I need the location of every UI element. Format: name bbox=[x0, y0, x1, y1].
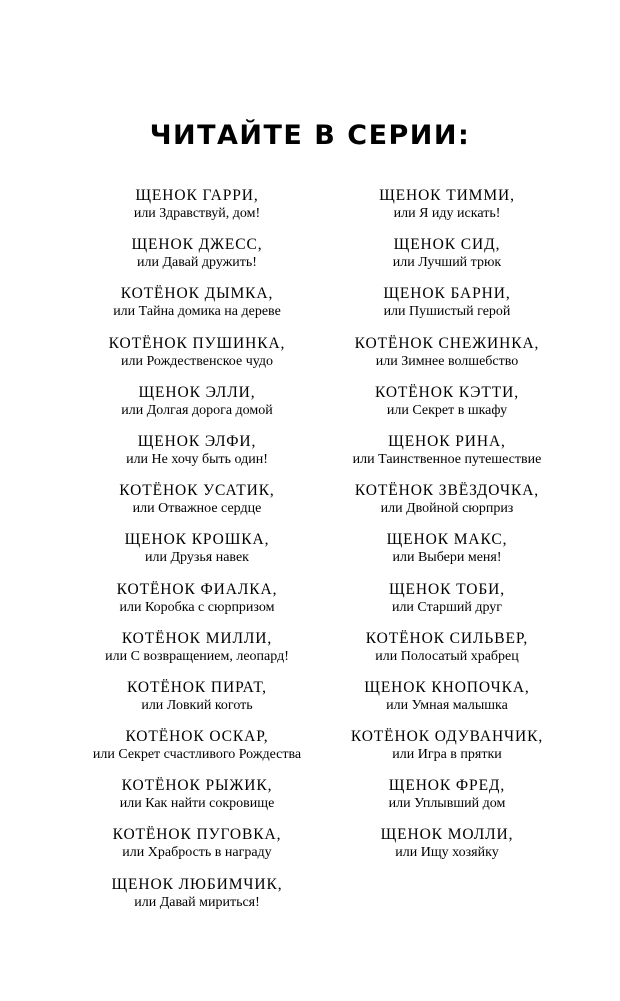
book-subtitle: или Двойной сюрприз bbox=[380, 501, 514, 517]
book-title: ЩЕНОК КНОПОЧКА, bbox=[364, 678, 530, 696]
book-subtitle: или Умная малышка bbox=[386, 697, 508, 713]
book-subtitle: или Уплывший дом bbox=[388, 796, 506, 812]
list-item bbox=[52, 875, 342, 924]
list-item bbox=[52, 629, 342, 678]
book-title: ЩЕНОК ЭЛЛИ, bbox=[138, 383, 256, 401]
list-item bbox=[302, 776, 592, 825]
list-item bbox=[302, 727, 592, 776]
list-item bbox=[302, 235, 592, 284]
list-item bbox=[52, 580, 342, 629]
list-item bbox=[302, 580, 592, 629]
book-title: КОТЁНОК ОСКАР, bbox=[125, 728, 269, 746]
list-item bbox=[302, 186, 592, 235]
list-item bbox=[52, 727, 342, 776]
list-item bbox=[302, 629, 592, 678]
book-subtitle: или Лучший трюк bbox=[392, 255, 502, 271]
book-subtitle: или Я иду искать! bbox=[393, 206, 501, 221]
book-subtitle: или Не хочу быть один! bbox=[126, 451, 268, 467]
list-item bbox=[52, 284, 342, 333]
book-subtitle: или Давай мириться! bbox=[134, 894, 260, 910]
book-subtitle: или Храбрость в награду bbox=[122, 845, 272, 861]
book-title: КОТЁНОК ДЫМКА, bbox=[120, 285, 274, 303]
book-subtitle: или Игра в прятки bbox=[392, 747, 502, 763]
book-subtitle: или Как найти сокровище bbox=[119, 796, 275, 812]
book-title: КОТЁНОК ПУГОВКА, bbox=[112, 826, 282, 844]
book-title: КОТЁНОК ПУШИНКА, bbox=[108, 334, 286, 352]
book-subtitle: или Давай дружить! bbox=[137, 255, 257, 271]
list-item bbox=[302, 825, 592, 874]
book-title: КОТЁНОК РЫЖИК, bbox=[121, 777, 273, 795]
book-title: ЩЕНОК ЭЛФИ, bbox=[137, 432, 257, 450]
book-subtitle: или Долгая дорога домой bbox=[121, 402, 273, 418]
list-item bbox=[52, 825, 342, 874]
page-title: ЧИТАЙТЕ В СЕРИИ: bbox=[149, 120, 471, 151]
book-title: ЩЕНОК ТОБИ, bbox=[388, 580, 506, 598]
list-item bbox=[302, 284, 592, 333]
book-subtitle: или Тайна домика на дереве bbox=[113, 304, 281, 320]
book-subtitle: или Коробка с сюрпризом bbox=[119, 599, 275, 615]
book-subtitle: или Таинственное путешествие bbox=[352, 451, 542, 467]
list-item bbox=[302, 383, 592, 432]
book-title: ЩЕНОК КРОШКА, bbox=[124, 531, 270, 549]
list-item bbox=[52, 334, 342, 383]
book-subtitle: или Рождественское чудо bbox=[121, 353, 273, 369]
list-item bbox=[302, 334, 592, 383]
book-title: ЩЕНОК ТИММИ, bbox=[379, 187, 515, 204]
book-title: КОТЁНОК ОДУВАНЧИК, bbox=[350, 728, 544, 746]
book-title: ЩЕНОК МАКС, bbox=[386, 531, 508, 549]
book-subtitle: или Старший друг bbox=[391, 599, 503, 615]
list-item bbox=[52, 383, 342, 432]
list-item bbox=[52, 530, 342, 579]
book-subtitle: или Пушистый герой bbox=[383, 304, 511, 320]
list-item bbox=[52, 235, 342, 284]
book-title: КОТЁНОК СНЕЖИНКА, bbox=[354, 334, 540, 352]
book-title: КОТЁНОК УСАТИК, bbox=[119, 482, 275, 500]
book-subtitle: или Секрет счастливого Рождества bbox=[92, 747, 302, 763]
book-subtitle: или Зимнее волшебство bbox=[375, 353, 519, 369]
book-subtitle: или Ищу хозяйку bbox=[395, 845, 499, 861]
book-subtitle: или Здравствуй, дом! bbox=[133, 206, 261, 221]
series-list-left-column bbox=[52, 186, 342, 924]
book-title: ЩЕНОК ФРЕД, bbox=[388, 777, 506, 795]
series-list-right-column bbox=[302, 186, 592, 875]
book-title: КОТЁНОК ПИРАТ, bbox=[127, 678, 267, 696]
book-title: КОТЁНОК ЗВЁЗДОЧКА, bbox=[354, 482, 540, 500]
book-title: ЩЕНОК ГАРРИ, bbox=[135, 187, 259, 204]
book-subtitle: или Друзья навек bbox=[145, 550, 249, 566]
book-title: КОТЁНОК МИЛЛИ, bbox=[121, 629, 273, 647]
list-item bbox=[52, 481, 342, 530]
book-title: КОТЁНОК СИЛЬВЕР, bbox=[365, 629, 529, 647]
list-item bbox=[52, 432, 342, 481]
book-title: КОТЁНОК ФИАЛКА, bbox=[116, 580, 278, 598]
list-item bbox=[52, 678, 342, 727]
book-title: ЩЕНОК МОЛЛИ, bbox=[380, 826, 514, 844]
book-title: КОТЁНОК КЭТТИ, bbox=[374, 383, 520, 401]
book-subtitle: или Ловкий коготь bbox=[141, 697, 253, 713]
list-item bbox=[52, 776, 342, 825]
book-title: ЩЕНОК ЛЮБИМЧИК, bbox=[111, 875, 283, 893]
book-title: ЩЕНОК БАРНИ, bbox=[383, 285, 511, 303]
list-item bbox=[302, 481, 592, 530]
book-subtitle: или Отважное сердце bbox=[132, 501, 262, 517]
book-subtitle: или С возвращением, леопард! bbox=[105, 648, 289, 664]
book-subtitle: или Полосатый храбрец bbox=[375, 648, 519, 664]
book-title: ЩЕНОК РИНА, bbox=[388, 432, 506, 450]
list-item bbox=[52, 186, 342, 235]
book-subtitle: или Секрет в шкафу bbox=[386, 402, 508, 418]
book-title: ЩЕНОК ДЖЕСС, bbox=[131, 236, 263, 254]
list-item bbox=[302, 678, 592, 727]
list-item bbox=[302, 432, 592, 481]
book-title: ЩЕНОК СИД, bbox=[393, 236, 501, 254]
list-item bbox=[302, 530, 592, 579]
book-subtitle: или Выбери меня! bbox=[392, 550, 502, 566]
